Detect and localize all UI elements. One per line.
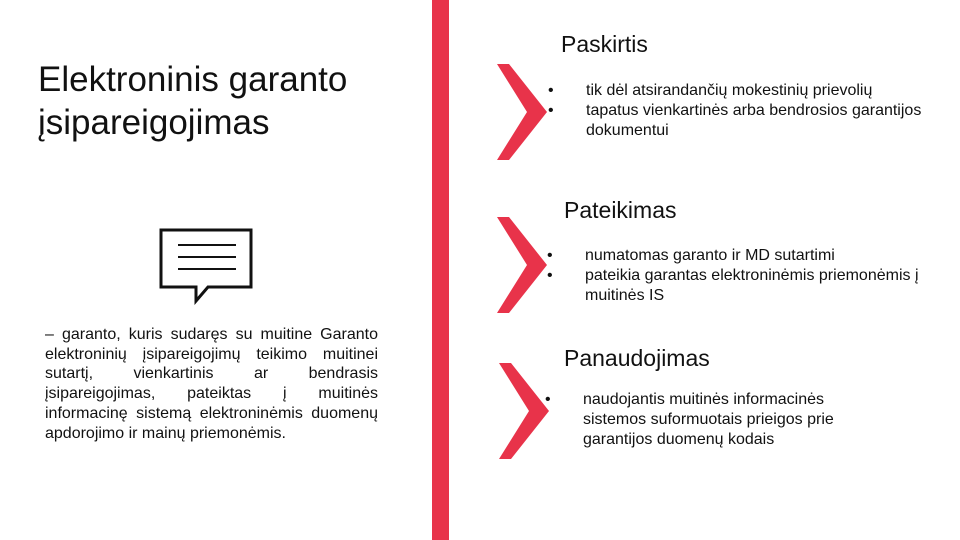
chevron-icon: [499, 363, 551, 459]
chevron-icon: [497, 217, 549, 313]
section-title-pateikimas: Pateikimas: [564, 197, 677, 223]
bullet-icon: •: [547, 267, 553, 284]
list-item: • tapatus vienkartinės arba bendrosios garantijos dokumentui: [548, 102, 922, 139]
section-list-pateikimas: [547, 246, 927, 306]
page-title: Elektroninis garanto įsipareigojimas: [38, 60, 348, 142]
divider-bar: [432, 0, 449, 540]
section-list-panaudojimas: [545, 390, 885, 450]
section-title-paskirtis: Paskirtis: [561, 31, 648, 57]
chevron-icon: [497, 64, 549, 160]
section-list-paskirtis: [548, 81, 928, 141]
section-title-panaudojimas: Panaudojimas: [564, 345, 710, 371]
document-speech-icon: [158, 227, 254, 305]
list-item: • numatomas garanto ir MD sutartimi: [547, 247, 835, 264]
bullet-icon: •: [548, 82, 554, 99]
list-item: • pateikia garantas elektroninėmis priemonėmis į muitinės IS: [547, 267, 919, 304]
bullet-icon: •: [545, 391, 551, 408]
bullet-icon: •: [548, 102, 554, 119]
list-item: • naudojantis muitinės informacinės sistemos suformuotais prieigos prie garantijos duomenų kodais: [545, 391, 834, 448]
definition-text: – garanto, kuris sudaręs su muitine Garanto elektroninių įsipareigojimų teikimo muitinei sutartį, vienkartinis ar bendrasis įsipareigojimas, pateiktas į muitinės informacinę sistemą elektroninėmis duomenų apdorojimo ir mainų priemonėmis.: [45, 326, 378, 442]
list-item: • tik dėl atsirandančių mokestinių prievolių: [548, 82, 873, 99]
bullet-icon: •: [547, 247, 553, 264]
